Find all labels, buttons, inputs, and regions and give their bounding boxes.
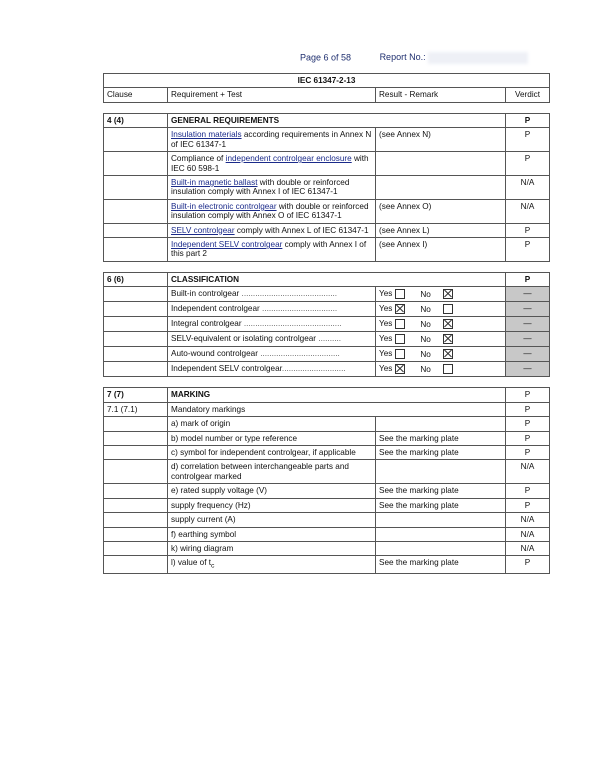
classification-row <box>104 362 550 377</box>
result: (see Annex I) <box>376 238 506 262</box>
verdict: P <box>506 388 550 402</box>
verdict: P <box>506 128 550 152</box>
col-clause: Clause <box>104 88 168 102</box>
col-verdict: Verdict <box>506 88 550 102</box>
section-row <box>104 113 550 127</box>
yes-no-selection <box>376 287 506 302</box>
table-row <box>104 460 550 484</box>
test-report-table <box>103 73 550 574</box>
result: (see Annex L) <box>376 223 506 237</box>
yes-label: Yes <box>379 334 393 344</box>
section-title: GENERAL REQUIREMENTS <box>168 113 506 127</box>
no-checkbox[interactable] <box>443 289 453 299</box>
subsection-title: Mandatory markings <box>168 402 506 416</box>
result: See the marking plate <box>376 431 506 445</box>
yes-checkbox[interactable] <box>395 304 405 314</box>
no-checkbox[interactable] <box>443 334 453 344</box>
verdict-na-cell: — <box>506 362 550 377</box>
requirement: e) rated supply voltage (V) <box>168 484 376 498</box>
result <box>376 527 506 541</box>
verdict: P <box>506 484 550 498</box>
defined-term: Built-in electronic controlgear <box>171 201 277 211</box>
column-header-row <box>104 88 550 102</box>
verdict: P <box>506 272 550 286</box>
table-row <box>104 417 550 431</box>
classification-row <box>104 332 550 347</box>
verdict: P <box>506 402 550 416</box>
no-checkbox[interactable] <box>443 364 453 374</box>
defined-term: independent controlgear enclosure <box>225 154 352 164</box>
section-row <box>104 272 550 286</box>
yes-no-selection <box>376 347 506 362</box>
requirement: f) earthing symbol <box>168 527 376 541</box>
requirement: Built-in controlgear .......................................... <box>168 287 376 302</box>
verdict: P <box>506 223 550 237</box>
requirement: Independent SELV controlgear............................ <box>168 362 376 377</box>
yes-label: Yes <box>379 319 393 329</box>
requirement: supply current (A) <box>168 513 376 527</box>
verdict: P <box>506 556 550 573</box>
verdict: N/A <box>506 527 550 541</box>
yes-no-selection <box>376 302 506 317</box>
table-row <box>104 223 550 237</box>
verdict: N/A <box>506 199 550 223</box>
requirement: Auto-wound controlgear ................................... <box>168 347 376 362</box>
verdict: P <box>506 431 550 445</box>
result <box>376 152 506 176</box>
table-row <box>104 513 550 527</box>
verdict-na-cell: — <box>506 347 550 362</box>
yes-checkbox[interactable] <box>395 334 405 344</box>
defined-term: Independent SELV controlgear <box>171 240 283 250</box>
classification-row <box>104 287 550 302</box>
requirement: a) mark of origin <box>168 417 376 431</box>
clause-number: 7 (7) <box>104 388 168 402</box>
verdict: P <box>506 446 550 460</box>
col-result: Result - Remark <box>376 88 506 102</box>
result: (see Annex N) <box>376 128 506 152</box>
no-label: No <box>420 319 431 329</box>
verdict: N/A <box>506 541 550 555</box>
no-label: No <box>420 349 431 359</box>
requirement: c) symbol for independent controlgear, if applicable <box>168 446 376 460</box>
redacted-report-number <box>428 52 528 64</box>
table-title-row <box>104 74 550 88</box>
verdict: P <box>506 417 550 431</box>
requirement: Independent controlgear ................................. <box>168 302 376 317</box>
requirement: SELV controlgear comply with Annex L of IEC 61347-1 <box>168 223 376 237</box>
verdict: P <box>506 113 550 127</box>
requirement: SELV-equivalent or isolating controlgear .......... <box>168 332 376 347</box>
classification-row <box>104 317 550 332</box>
table-row <box>104 128 550 152</box>
yes-checkbox[interactable] <box>395 364 405 374</box>
requirement: supply frequency (Hz) <box>168 498 376 512</box>
no-checkbox[interactable] <box>443 319 453 329</box>
classification-row <box>104 347 550 362</box>
result: See the marking plate <box>376 446 506 460</box>
table-row <box>104 199 550 223</box>
requirement: b) model number or type reference <box>168 431 376 445</box>
table-row <box>104 152 550 176</box>
yes-label: Yes <box>379 289 393 299</box>
result: See the marking plate <box>376 498 506 512</box>
yes-label: Yes <box>379 304 393 314</box>
requirement: l) value of $t_c$ <box>168 556 376 573</box>
clause-number: 6 (6) <box>104 272 168 286</box>
requirement: Built-in electronic controlgear with double or reinforced insulation comply with Annex O of IEC 61347-1 <box>168 199 376 223</box>
page-header <box>300 52 528 64</box>
result: See the marking plate <box>376 484 506 498</box>
verdict: P <box>506 152 550 176</box>
requirement: Built-in magnetic ballast with double or reinforced insulation comply with Annex I of IEC 61347-1 <box>168 175 376 199</box>
clause-number: 7.1 (7.1) <box>104 402 168 416</box>
table-row <box>104 431 550 445</box>
no-label: No <box>420 289 431 299</box>
subsection-row <box>104 402 550 416</box>
defined-term: Insulation materials <box>171 130 242 140</box>
table-row <box>104 556 550 573</box>
yes-no-selection <box>376 317 506 332</box>
standard-title: IEC 61347-2-13 <box>104 74 550 88</box>
result <box>376 513 506 527</box>
yes-checkbox[interactable] <box>395 319 405 329</box>
defined-term: Built-in magnetic ballast <box>171 177 258 187</box>
defined-term: SELV controlgear <box>171 225 235 235</box>
table-row <box>104 484 550 498</box>
table-row <box>104 238 550 262</box>
clause-number: 4 (4) <box>104 113 168 127</box>
yes-no-selection <box>376 332 506 347</box>
result <box>376 417 506 431</box>
yes-label: Yes <box>379 364 393 374</box>
col-requirement: Requirement + Test <box>168 88 376 102</box>
requirement: d) correlation between interchangeable parts and controlgear marked <box>168 460 376 484</box>
no-label: No <box>420 334 431 344</box>
verdict: N/A <box>506 460 550 484</box>
verdict: N/A <box>506 513 550 527</box>
result <box>376 541 506 555</box>
verdict: P <box>506 498 550 512</box>
yes-checkbox[interactable] <box>395 349 405 359</box>
section-title: MARKING <box>168 388 506 402</box>
requirement: Independent SELV controlgear comply with Annex I of this part 2 <box>168 238 376 262</box>
verdict-na-cell: — <box>506 287 550 302</box>
verdict: N/A <box>506 175 550 199</box>
yes-no-selection <box>376 362 506 377</box>
yes-checkbox[interactable] <box>395 289 405 299</box>
no-label: No <box>420 364 431 374</box>
verdict-na-cell: — <box>506 317 550 332</box>
report-number-label: Report No.: <box>379 52 426 63</box>
yes-label: Yes <box>379 349 393 359</box>
table-row <box>104 498 550 512</box>
section-row <box>104 388 550 402</box>
requirement: Insulation materials according requirements in Annex N of IEC 61347-1 <box>168 128 376 152</box>
no-checkbox[interactable] <box>443 304 453 314</box>
result <box>376 175 506 199</box>
classification-row <box>104 302 550 317</box>
table-row <box>104 527 550 541</box>
no-label: No <box>420 304 431 314</box>
verdict-na-cell: — <box>506 332 550 347</box>
result: (see Annex O) <box>376 199 506 223</box>
requirement: Integral controlgear ........................................... <box>168 317 376 332</box>
table-row <box>104 446 550 460</box>
requirement: Compliance of independent controlgear enclosure with IEC 60 598-1 <box>168 152 376 176</box>
section-title: CLASSIFICATION <box>168 272 506 286</box>
verdict-na-cell: — <box>506 302 550 317</box>
page-number: Page 6 of 58 <box>300 52 352 63</box>
result <box>376 460 506 484</box>
requirement: k) wiring diagram <box>168 541 376 555</box>
result: See the marking plate <box>376 556 506 573</box>
verdict: P <box>506 238 550 262</box>
no-checkbox[interactable] <box>443 349 453 359</box>
table-row <box>104 175 550 199</box>
table-row <box>104 541 550 555</box>
